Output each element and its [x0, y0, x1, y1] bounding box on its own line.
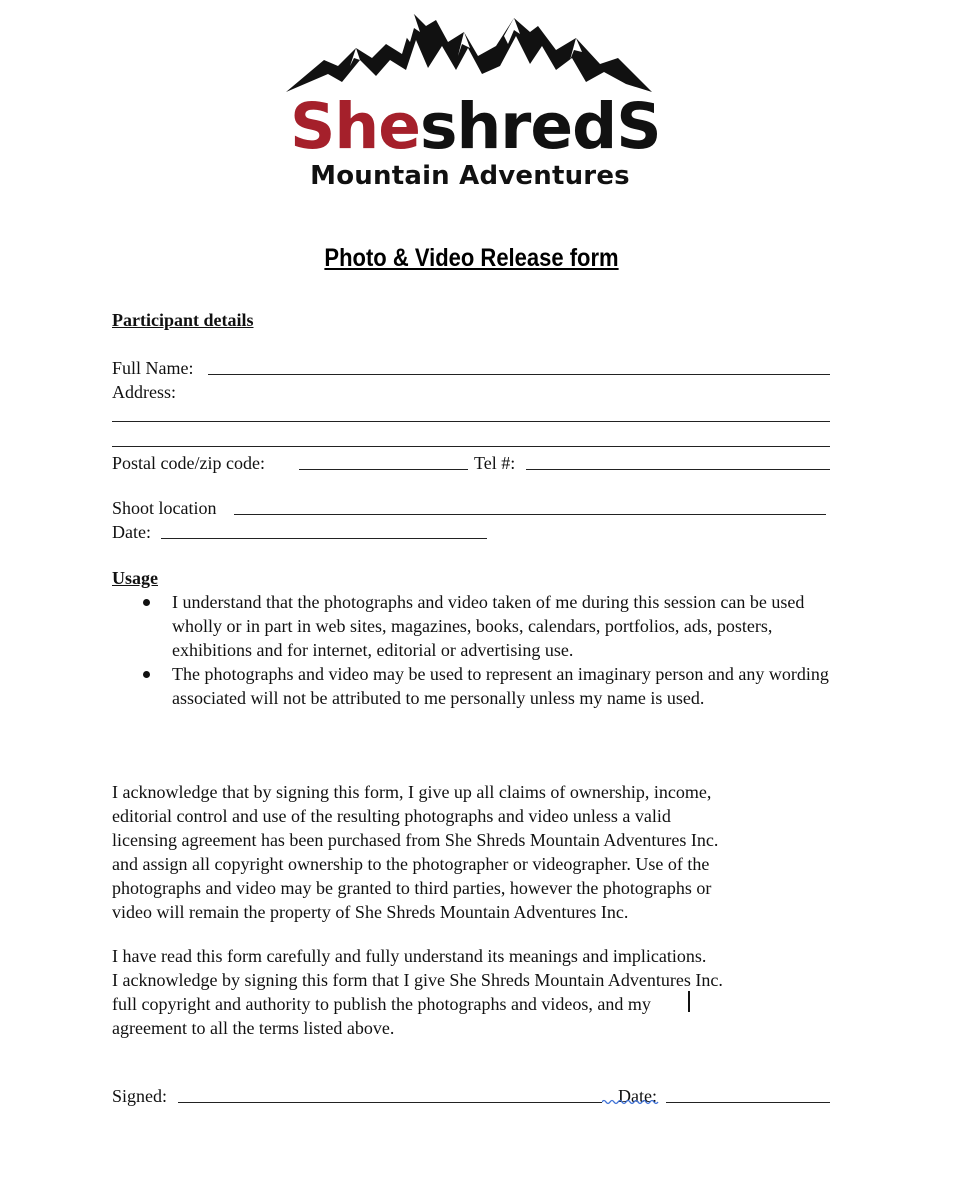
participant-heading: Participant details [112, 310, 254, 330]
address-label: Address: [112, 382, 176, 402]
shoot-location-field[interactable] [234, 514, 826, 515]
acknowledgement-paragraph: I acknowledge that by signing this form, I give up all claims of ownership, income, editorial control and use of the resulting photographs and video unless a valid licensing agreement has been purchased from She Shreds Mountain Adventures Inc. and assign all copyright ownership to the photographer or videographer. Use of the photographs and video may be granted to third parties, however the photographs or video will remain the property of She Shreds Mountain Adventures Inc. [112, 782, 719, 922]
signature-date-field[interactable] [666, 1102, 830, 1103]
signature-date-label: Date: [618, 1086, 657, 1106]
usage-heading: Usage [112, 568, 158, 588]
full-name-label: Full Name: [112, 358, 194, 378]
address-line-1-field[interactable] [112, 421, 830, 422]
brand-red-text: She [290, 90, 420, 163]
date-label: Date: [112, 522, 151, 542]
tel-field[interactable] [526, 469, 830, 470]
full-name-field[interactable] [208, 374, 830, 375]
tel-label: Tel #: [474, 453, 516, 473]
date-field[interactable] [161, 538, 487, 539]
usage-item-text: I understand that the photographs and video taken of me during this session can be used wholly or in part in web sites, magazines, books, calendars, portfolios, ads, posters, exhibitions and for internet, editorial or advertising use. [172, 592, 805, 660]
bullet-icon [143, 671, 150, 678]
text-cursor [688, 991, 690, 1012]
usage-item-text: The photographs and video may be used to represent an imaginary person and any wording associated will not be attributed to me personally unless my name is used. [172, 664, 829, 708]
signed-label: Signed: [112, 1086, 168, 1106]
company-logo [286, 12, 661, 194]
address-line-2-field[interactable] [112, 446, 830, 447]
signature-field[interactable] [178, 1102, 602, 1103]
mountain-range-logo-icon [286, 12, 654, 102]
brand-subtitle: Mountain Adventures [310, 161, 630, 191]
shoot-location-label: Shoot location [112, 498, 217, 518]
list-item [112, 662, 852, 710]
postal-code-field[interactable] [299, 469, 468, 470]
usage-list [112, 590, 852, 710]
brand-black-text: shredS [419, 90, 661, 163]
postal-code-label: Postal code/zip code: [112, 453, 265, 473]
bullet-icon [143, 599, 150, 606]
understanding-paragraph: I have read this form carefully and fully understand its meanings and implications. I acknowledge by signing this form that I give She Shreds Mountain Adventures Inc. full copyright and authority to publish the photographs and videos, and my agreement to all the terms listed above. [112, 946, 723, 1038]
spellcheck-squiggle-icon [602, 1099, 660, 1105]
list-item [112, 590, 852, 662]
brand-wordmark [290, 90, 661, 163]
page-title: Photo & Video Release form [324, 244, 619, 272]
